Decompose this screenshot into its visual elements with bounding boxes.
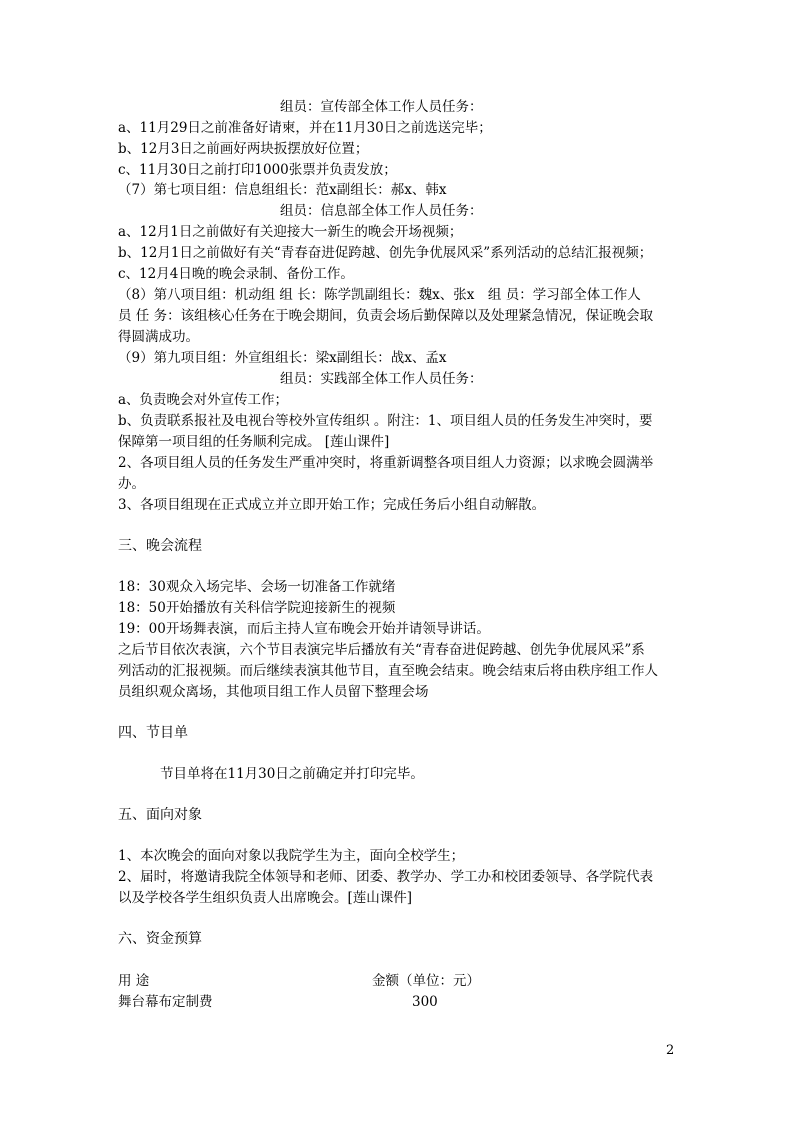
section-heading: 五、面向对象 [118,807,202,823]
budget-row-amount: 300 [412,994,438,1010]
text-line: b、12月3日之前画好两块扳摆放好位置； [118,141,369,157]
text-line: 组员：宣传部全体工作人员任务： [280,99,483,115]
text-line: 2、届时，将邀请我院全体领导和老师、团委、教学办、学工办和校团委领导、各学院代表 [118,869,654,885]
text-line: 以及学校各学生组织负责人出席晚会。[莲山课件] [118,890,413,906]
text-line: 员 任 务：该组核心任务在于晚会期间，负责会场后勤保障以及处理紧急情况，保证晚会取 [118,308,654,324]
text-line: c、11月30日之前打印1000张票并负责发放； [118,162,397,178]
budget-header-amount: 金额（单位：元） [372,973,480,989]
text-line: （8）第八项目组：机动组 组 长：陈学凯副组长：魏x、张x 组 员：学习部全体工作人 [118,287,641,303]
text-line: b、负责联系报社及电视台等校外宣传组织 。附注：1、项目组人员的任务发生冲突时，要 [118,413,653,429]
text-line: 办。 [118,476,145,492]
text-line: 节目单将在11月30日之前确定并打印完毕。 [160,766,424,782]
text-line: （9）第九项目组：外宣组组长：梁x副组长：战x、孟x [118,350,447,366]
budget-row-item: 舞台幕布定制费 [118,994,213,1010]
text-line: 员组织观众离场，其他项目组工作人员留下整理会场 [118,684,429,700]
text-line: a、12月1日之前做好有关迎接大一新生的晚会开场视频； [118,224,463,240]
text-line: 组员：信息部全体工作人员任务： [280,203,483,219]
page-number: 2 [666,1043,675,1058]
text-line: 得圆满成功。 [118,329,199,345]
section-heading: 三、晚会流程 [118,538,202,554]
text-line: a、负责晚会对外宣传工作； [118,392,289,408]
text-line: b、12月1日之前做好有关“青春奋进促跨越、创先争优展风采”系列活动的总结汇报视频； [118,245,653,261]
text-line: a、11月29日之前准备好请柬，并在11月30日之前选送完毕； [118,120,492,136]
text-line: 3、各项目组现在正式成立并立即开始工作；完成任务后小组自动解散。 [118,497,546,513]
budget-row [118,992,688,1013]
text-line: 18：30观众入场完毕、会场一切准备工作就绪 [118,579,396,595]
text-line: 组员：实践部全体工作人员任务： [280,371,483,387]
budget-header-row [118,971,688,992]
text-line: 1、本次晚会的面向对象以我院学生为主，面向全校学生； [118,848,465,864]
section-heading: 四、节目单 [118,725,188,741]
text-line: 之后节目依次表演，六个节目表演完毕后播放有关“青春奋进促跨越、创先争优展风采”系 [118,642,645,658]
section-heading: 六、资金预算 [118,931,202,947]
text-line: 2、各项目组人员的任务发生严重冲突时，将重新调整各项目组人力资源；以求晚会圆满举 [118,455,654,471]
budget-header-item: 用 途 [118,973,150,989]
text-line: （7）第七项目组：信息组组长：范x副组长：郝x、韩x [118,182,447,198]
text-line: 列活动的汇报视频。而后继续表演其他节目，直至晚会结束。晚会结束后将由秩序组工作人 [118,663,658,679]
text-line: c、12月4日晚的晚会录制、备份工作。 [118,266,354,282]
text-line: 18：50开始播放有关科信学院迎接新生的视频 [118,600,396,616]
text-line: 保障第一项目组的任务顺利完成。 [莲山课件] [118,434,390,450]
text-line: 19：00开场舞表演，而后主持人宣布晚会开始并请领导讲话。 [118,621,490,637]
